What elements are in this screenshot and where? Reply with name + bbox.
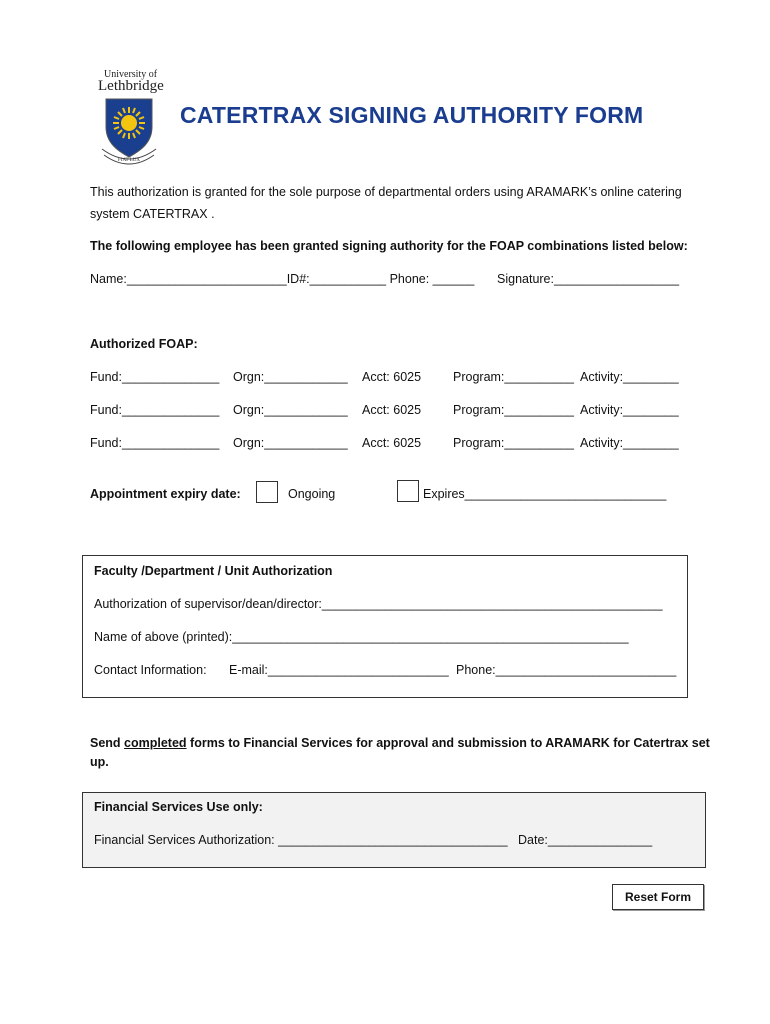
reset-form-button[interactable]: Reset Form (612, 884, 704, 910)
send-instructions: Send completed forms to Financial Services for approval and submission to ARAMARK for Catertrax set (90, 736, 710, 750)
financial-authorization-field[interactable]: Financial Services Authorization: _________________________________ (94, 833, 508, 847)
contact-label: Contact Information: (94, 663, 207, 677)
employee-name-id-phone-field[interactable]: Name:_______________________ID#:___________ Phone: ______ (90, 272, 475, 286)
foap-heading: Authorized FOAP: (90, 337, 198, 351)
foap-fund-field[interactable]: Fund:______________ (90, 436, 220, 450)
foap-acct-value: Acct: 6025 (362, 436, 422, 450)
supervisor-authorization-field[interactable]: Authorization of supervisor/dean/director:_________________________________________________ (94, 597, 663, 611)
employee-heading: The following employee has been granted signing authority for the FOAP combinations listed below: (90, 239, 688, 253)
expires-date-field[interactable]: Expires_____________________________ (423, 487, 667, 501)
financial-heading: Financial Services Use only: (94, 800, 263, 814)
foap-orgn-field[interactable]: Orgn:____________ (233, 403, 348, 417)
shield-icon (100, 97, 158, 169)
foap-activity-field[interactable]: Activity:________ (580, 436, 679, 450)
form-title: CATERTRAX SIGNING AUTHORITY FORM (180, 102, 644, 128)
expiry-label: Appointment expiry date: (90, 487, 241, 501)
university-logo (96, 69, 168, 169)
printed-name-field[interactable]: Name of above (printed):_________________________________________________________ (94, 630, 629, 644)
phone-field[interactable]: Phone:__________________________ (456, 663, 677, 677)
employee-signature-field[interactable]: Signature:__________________ (497, 272, 680, 286)
foap-orgn-field[interactable]: Orgn:____________ (233, 436, 348, 450)
ongoing-label: Ongoing (288, 487, 336, 501)
foap-activity-field[interactable]: Activity:________ (580, 403, 679, 417)
foap-acct-value: Acct: 6025 (362, 370, 422, 384)
faculty-heading: Faculty /Department / Unit Authorization (94, 564, 333, 578)
intro-line2: system CATERTRAX . (90, 207, 215, 221)
email-field[interactable]: E-mail:__________________________ (229, 663, 449, 677)
financial-date-field[interactable]: Date:_______________ (518, 833, 653, 847)
foap-program-field[interactable]: Program:__________ (453, 370, 574, 384)
foap-program-field[interactable]: Program:__________ (453, 403, 574, 417)
foap-program-field[interactable]: Program:__________ (453, 436, 574, 450)
completed-emphasis: completed (124, 736, 187, 750)
logo-line2: Lethbridge (98, 78, 164, 94)
intro-line1: This authorization is granted for the sole purpose of departmental orders using ARAMARK’s online catering (90, 185, 682, 199)
foap-fund-field[interactable]: Fund:______________ (90, 370, 220, 384)
foap-fund-field[interactable]: Fund:______________ (90, 403, 220, 417)
expires-checkbox[interactable] (397, 480, 419, 502)
foap-activity-field[interactable]: Activity:________ (580, 370, 679, 384)
ongoing-checkbox[interactable] (256, 481, 278, 503)
foap-orgn-field[interactable]: Orgn:____________ (233, 370, 348, 384)
foap-acct-value: Acct: 6025 (362, 403, 422, 417)
send-instructions-line2: up. (90, 755, 109, 769)
logo-line1: University of (104, 69, 158, 80)
logo-motto: FIAT LUX (118, 158, 140, 163)
